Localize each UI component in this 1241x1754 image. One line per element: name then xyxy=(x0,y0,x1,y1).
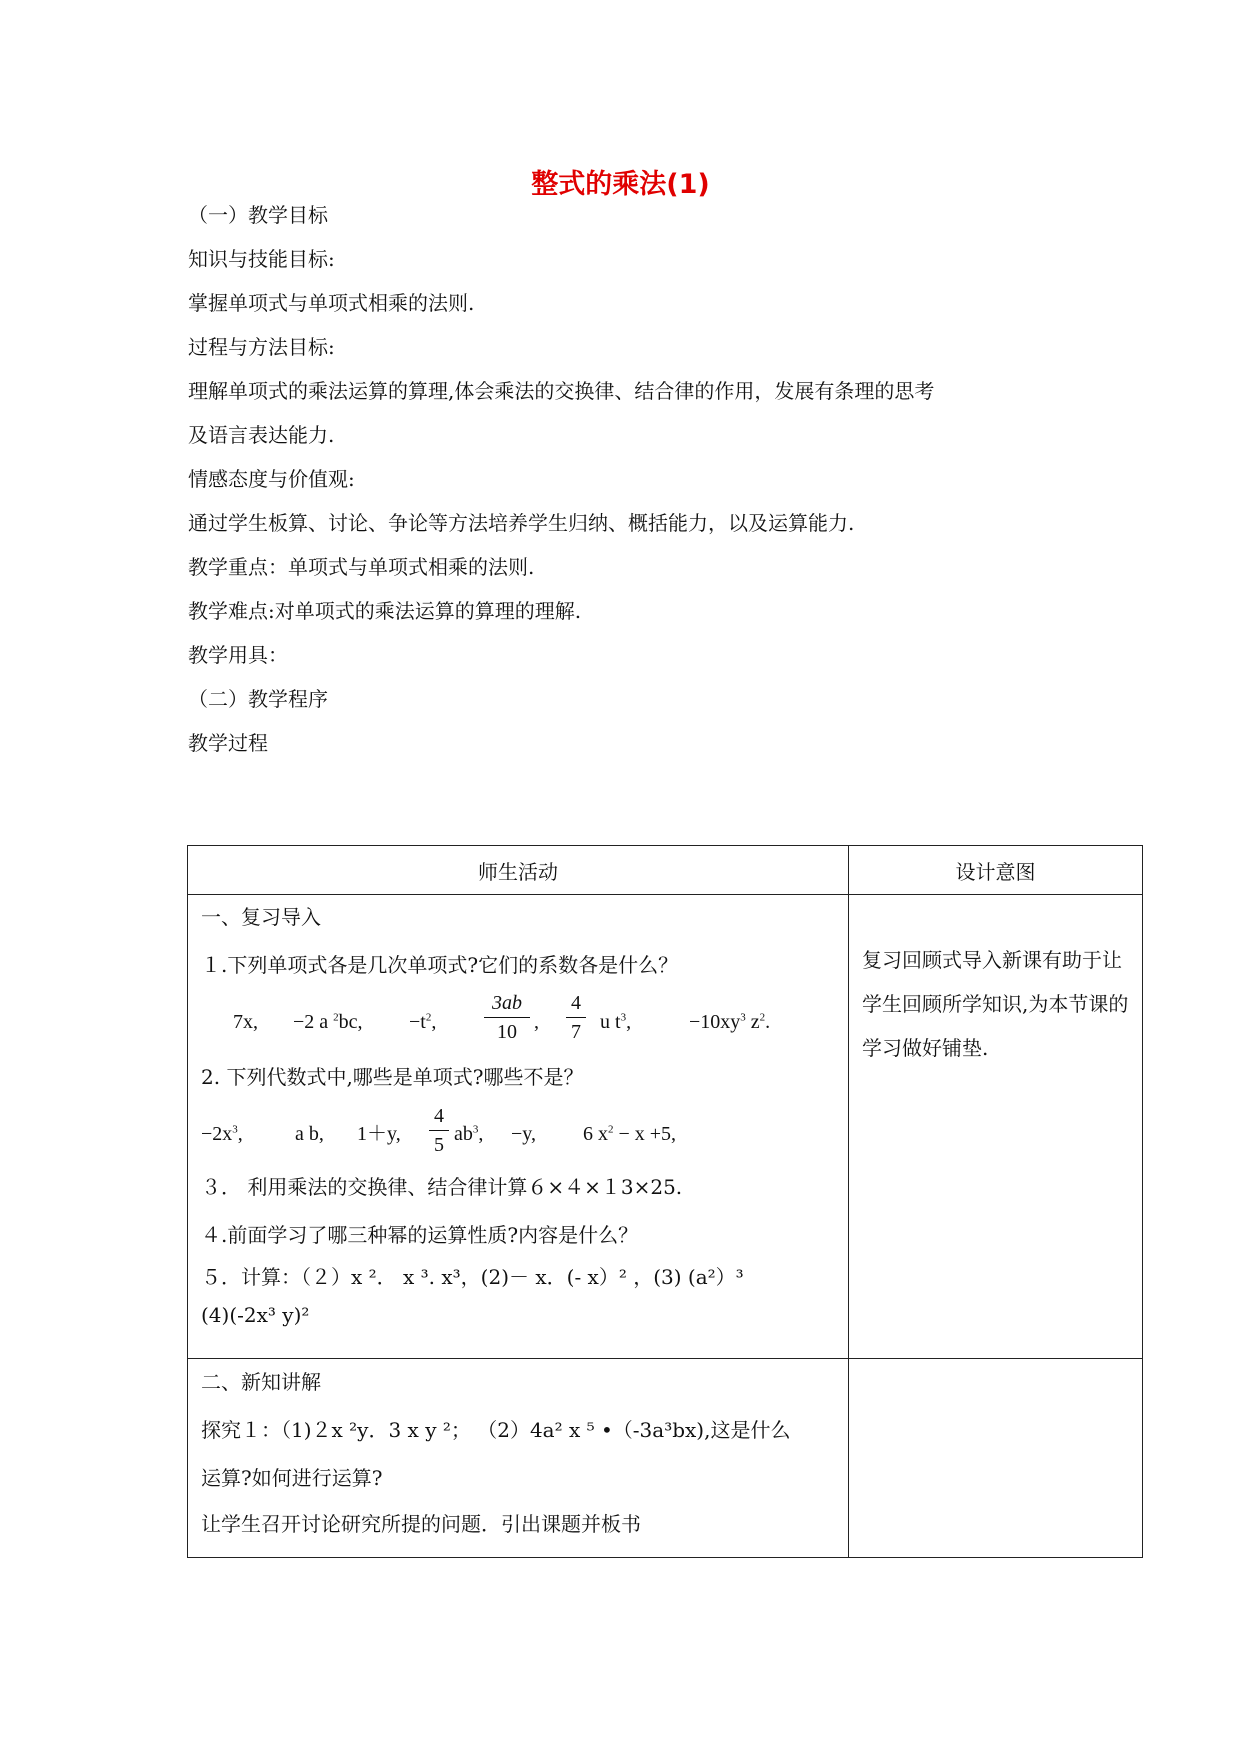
q2-term-ab3: $ab^3$, xyxy=(454,1123,484,1145)
q2-term-y: −y, xyxy=(511,1123,536,1145)
header-intent: 设计意图 xyxy=(849,846,1143,895)
q2-term-ab: a b, xyxy=(295,1123,324,1145)
q1-term-7x: 7x, xyxy=(233,1011,258,1033)
review-intent-cell xyxy=(849,895,1143,1359)
process-goal-text-cont: 及语言表达能力. xyxy=(188,423,335,447)
teaching-process-heading: 教学过程 xyxy=(188,731,268,755)
header-activity: 师生活动 xyxy=(188,846,849,895)
new-knowledge-section-title: 二、新知讲解 xyxy=(201,1370,321,1394)
q1-term-t2: $-t^2$, xyxy=(409,1011,437,1033)
q1-term-ut3: u $t^3$, xyxy=(600,1011,632,1033)
exploration-1-cont: 运算?如何进行运算? xyxy=(201,1466,383,1490)
new-knowledge-activity-cell xyxy=(188,1359,849,1558)
q1-term-2a2bc: −2 a $^2$bc, xyxy=(293,1011,363,1033)
discussion-note: 让学生召开讨论研究所提的问题．引出课题并板书 xyxy=(201,1512,641,1536)
teaching-process-table xyxy=(187,845,1143,1558)
question-1: １.下列单项式各是几次单项式?它们的系数各是什么？ xyxy=(201,953,679,977)
section-objectives: （一）教学目标 xyxy=(188,203,328,227)
knowledge-goal-heading: 知识与技能目标: xyxy=(188,247,335,271)
teaching-tools: 教学用具： xyxy=(188,643,288,667)
exploration-1: 探究１：（1)２x ²y．3 x y ²； （2）4a² x ⁵ •（-3a³bx),这是什么 xyxy=(201,1418,791,1442)
review-intent-text: 复习回顾式导入新课有助于让学生回顾所学知识,为本节课的学习做好铺垫. xyxy=(862,948,1129,1060)
knowledge-goal-text: 掌握单项式与单项式相乘的法则. xyxy=(188,291,475,315)
question-5: ５．计算：（２）x ²． x ³. x³，(2)－ x．(- x）² ，(3) (a²）³ xyxy=(201,1265,744,1289)
q2-term-6x2: 6 $x^2 - x +5$, xyxy=(583,1123,677,1145)
review-activity-cell xyxy=(188,895,849,1359)
question-3: ３． 利用乘法的交换律、结合律计算６×４×１3×25. xyxy=(201,1175,683,1199)
teaching-difficulty: 教学难点:对单项式的乘法运算的算理的理解. xyxy=(188,599,582,623)
question-4: ４.前面学习了哪三种幂的运算性质?内容是什么？ xyxy=(201,1223,639,1247)
attitude-goal-heading: 情感态度与价值观: xyxy=(188,467,355,491)
q1-fraction-4-7: 4 7 xyxy=(566,990,586,1045)
q2-term-1y: 1＋y, xyxy=(357,1123,401,1145)
document-title: 整式的乘法(1) xyxy=(531,169,710,200)
q1-fraction-3ab-10: 3ab 10 xyxy=(484,990,530,1045)
q1-term-10xy3z2: $-10xy^3$ $z^2$. xyxy=(689,1011,771,1033)
section-procedure: （二）教学程序 xyxy=(188,687,328,711)
question-2: 2. 下列代数式中,哪些是单项式?哪些不是？ xyxy=(201,1065,584,1089)
question-5-cont: (4)(-2x³ y)² xyxy=(201,1303,310,1327)
process-goal-heading: 过程与方法目标: xyxy=(188,335,335,359)
review-section-title: 一、复习导入 xyxy=(201,905,321,929)
q2-term-2x3: $-2x^3$, xyxy=(201,1123,243,1145)
q1-comma: , xyxy=(534,1011,539,1033)
q2-fraction-4-5: 4 5 xyxy=(429,1103,449,1158)
attitude-goal-text: 通过学生板算、讨论、争论等方法培养学生归纳、概括能力，以及运算能力. xyxy=(188,511,855,535)
teaching-key-point: 教学重点：单项式与单项式相乘的法则. xyxy=(188,555,535,579)
new-knowledge-intent-cell xyxy=(849,1359,1143,1558)
process-goal-text: 理解单项式的乘法运算的算理,体会乘法的交换律、结合律的作用，发展有条理的思考 xyxy=(188,379,935,403)
